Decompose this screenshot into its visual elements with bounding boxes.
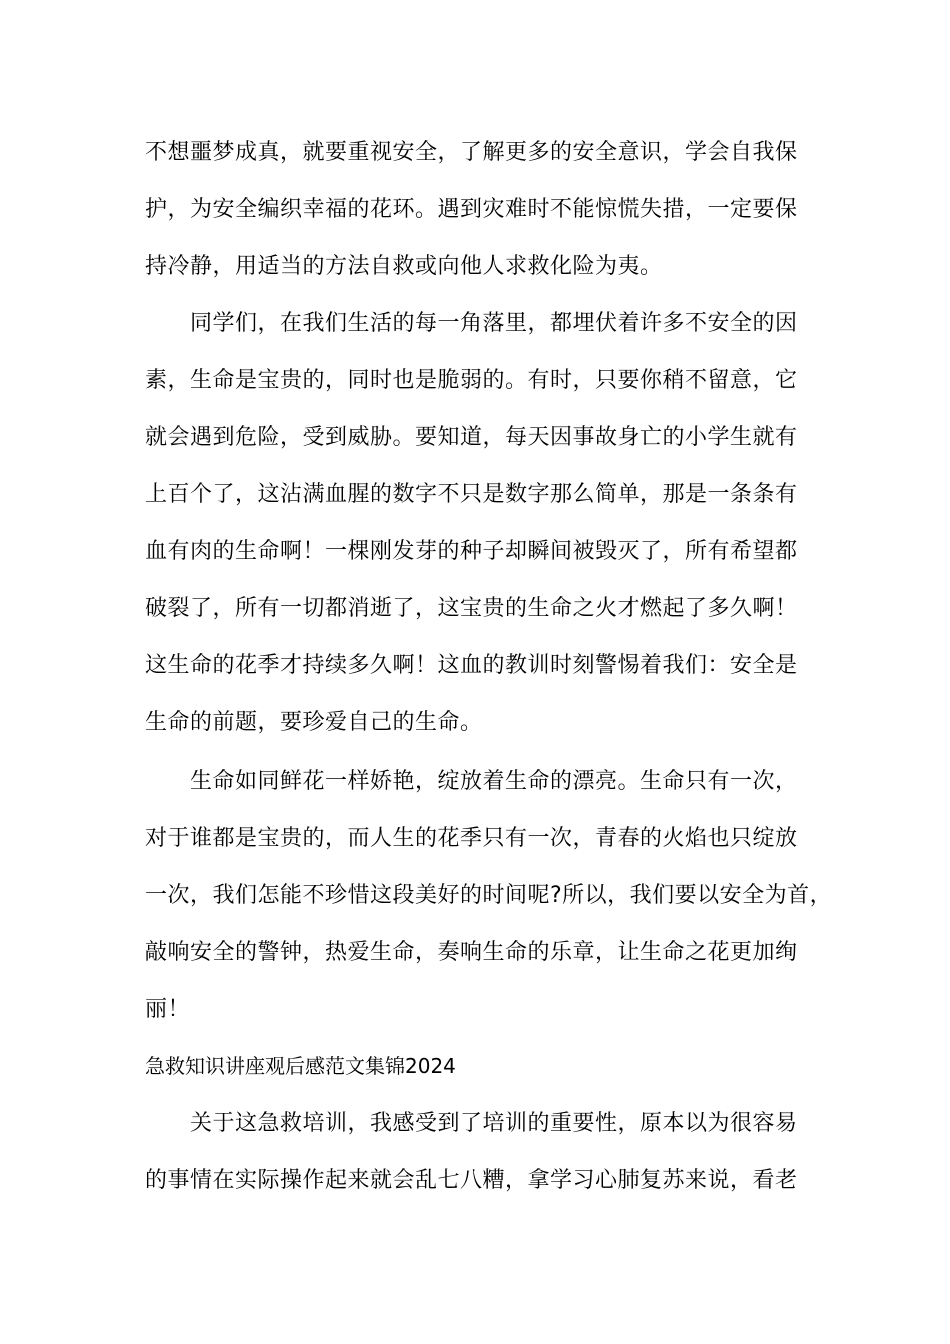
paragraph4-line-1: 关于这急救培训，我感受到了培训的重要性，原本以为很容易 xyxy=(190,1111,798,1136)
section-heading: 急救知识讲座观后感范文集锦2024 xyxy=(145,1054,456,1078)
paragraph1-line-2: 护，为安全编织幸福的花环。遇到灾难时不能惊慌失措，一定要保 xyxy=(145,197,798,222)
paragraph2-line-5: 血有肉的生命啊！一棵刚发芽的种子却瞬间被毁灭了，所有希望都 xyxy=(145,539,798,564)
paragraph2-line-3: 就会遇到危险，受到威胁。要知道，每天因事故身亡的小学生就有 xyxy=(145,425,798,450)
paragraph3-line-4: 敲响安全的警钟，热爱生命，奏响生命的乐章，让生命之花更加绚 xyxy=(145,940,798,965)
paragraph3-line-3: 一次，我们怎能不珍惜这段美好的时间呢?所以，我们要以安全为首， xyxy=(145,883,833,908)
paragraph3-line-2: 对于谁都是宝贵的，而人生的花季只有一次，青春的火焰也只绽放 xyxy=(145,826,798,851)
paragraph2-line-7: 这生命的花季才持续多久啊！这血的教训时刻警惕着我们：安全是 xyxy=(145,653,798,678)
paragraph2-line-8: 生命的前题，要珍爱自己的生命。 xyxy=(145,710,483,735)
paragraph1-line-1: 不想噩梦成真，就要重视安全，了解更多的安全意识，学会自我保 xyxy=(145,140,798,165)
paragraph3-line-1: 生命如同鲜花一样娇艳，绽放着生命的漂亮。生命只有一次， xyxy=(190,769,798,794)
paragraph3-line-5: 丽！ xyxy=(145,997,191,1022)
paragraph1-line-3: 持冷静，用适当的方法自救或向他人求救化险为夷。 xyxy=(145,254,663,279)
paragraph4-line-2: 的事情在实际操作起来就会乱七八糟，拿学习心肺复苏来说，看老 xyxy=(145,1168,798,1193)
paragraph2-line-2: 素，生命是宝贵的，同时也是脆弱的。有时，只要你稍不留意，它 xyxy=(145,368,798,393)
paragraph2-line-6: 破裂了，所有一切都消逝了，这宝贵的生命之火才燃起了多久啊！ xyxy=(145,596,798,621)
paragraph2-line-4: 上百个了，这沾满血腥的数字不只是数字那么简单，那是一条条有 xyxy=(145,482,798,507)
paragraph2-line-1: 同学们，在我们生活的每一角落里，都埋伏着许多不安全的因 xyxy=(190,311,798,336)
